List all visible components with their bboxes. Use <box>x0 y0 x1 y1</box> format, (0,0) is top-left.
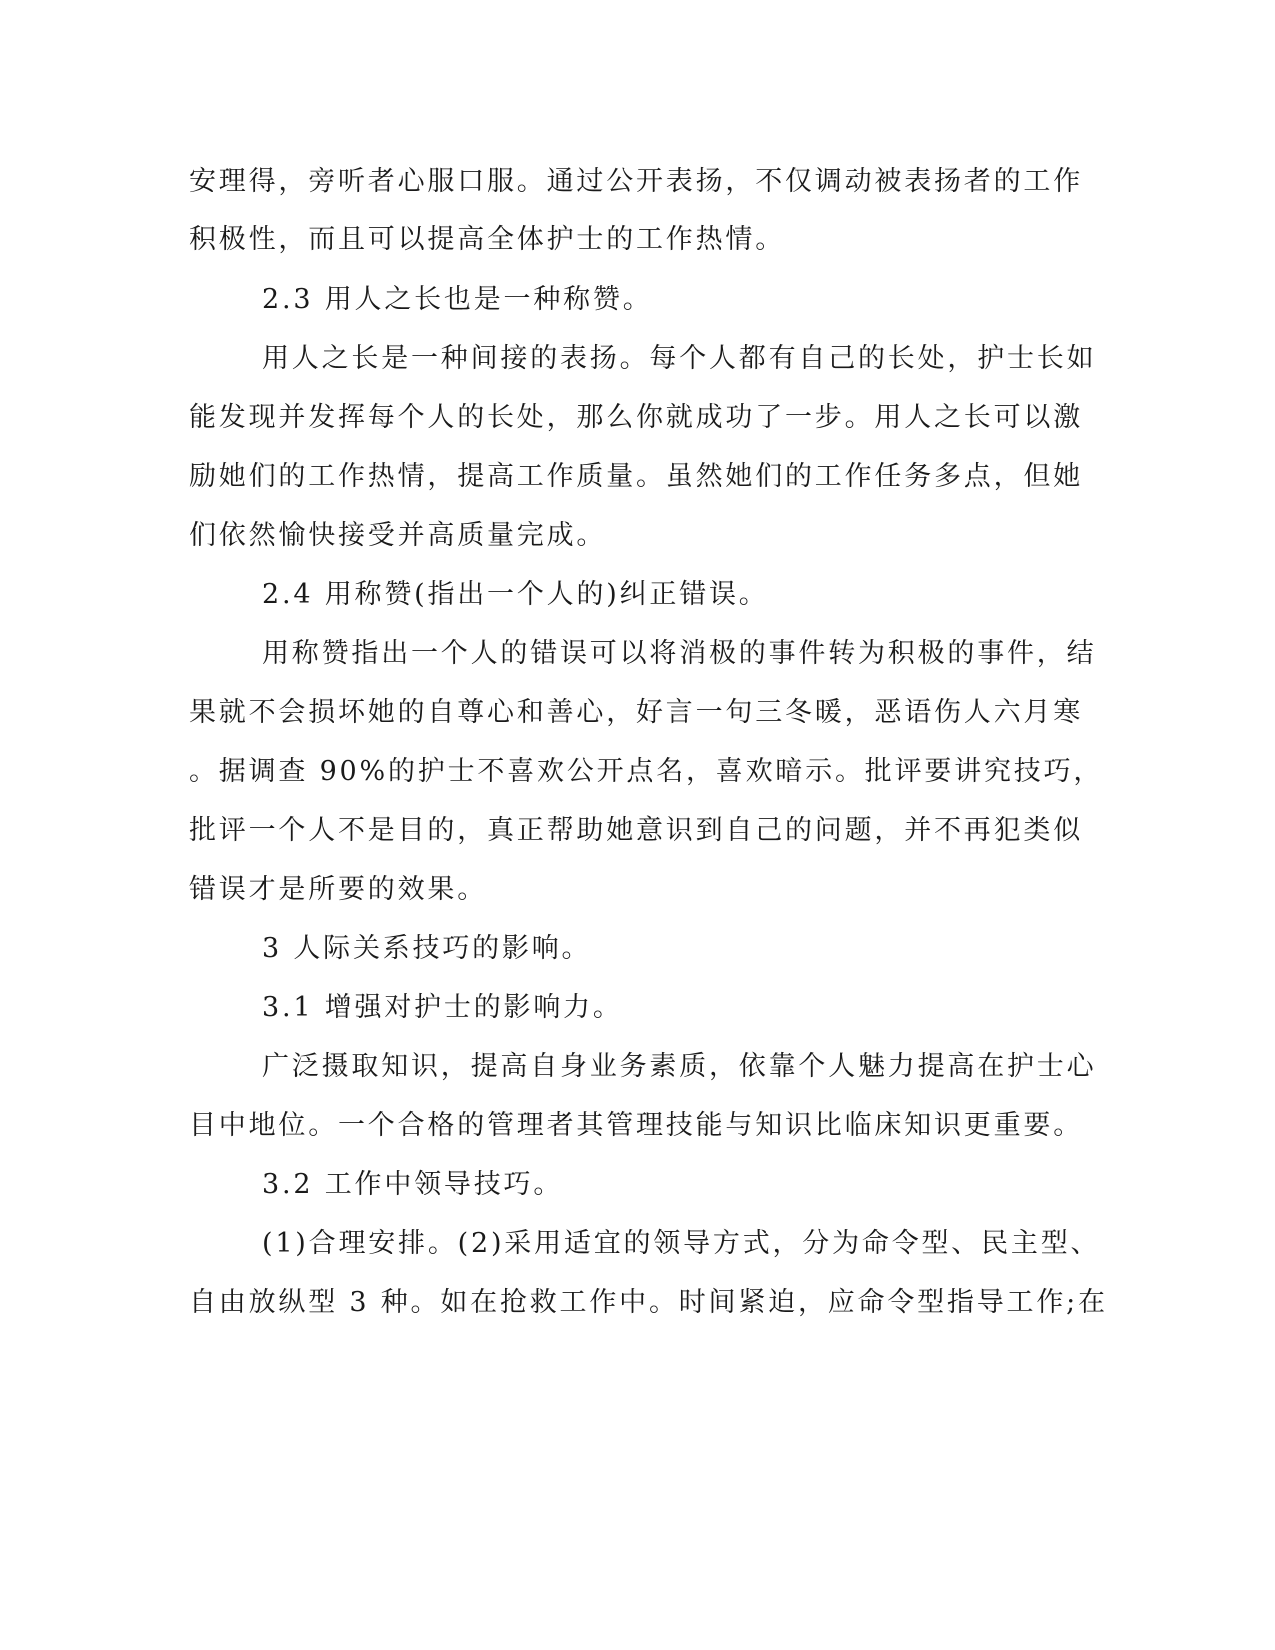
body-text-line: 积极性，而且可以提高全体护士的工作热情。 <box>189 224 785 255</box>
section-heading: 2.4 用称赞(指出一个人的)纠正错误。 <box>262 579 769 610</box>
body-text-line: 励她们的工作热情，提高工作质量。虽然她们的工作任务多点，但她 <box>189 461 1083 492</box>
body-text-line: 用人之长是一种间接的表扬。每个人都有自己的长处，护士长如 <box>262 343 1097 374</box>
body-text-line: 目中地位。一个合格的管理者其管理技能与知识比临床知识更重要。 <box>189 1110 1083 1141</box>
section-heading: 3.1 增强对护士的影响力。 <box>262 992 623 1023</box>
body-text-line: 广泛摄取知识，提高自身业务素质，依靠个人魅力提高在护士心 <box>262 1051 1097 1082</box>
body-text-line: 能发现并发挥每个人的长处，那么你就成功了一步。用人之长可以激 <box>189 402 1083 433</box>
body-text-line: 们依然愉快接受并高质量完成。 <box>189 520 607 551</box>
body-text-line: 错误才是所要的效果。 <box>189 874 487 905</box>
body-text-line: (1)合理安排。(2)采用适宜的领导方式，分为命令型、民主型、 <box>262 1228 1101 1259</box>
body-text-line: 。据调查 90%的护士不喜欢公开点名，喜欢暗示。批评要讲究技巧， <box>189 756 1104 787</box>
section-heading: 3 人际关系技巧的影响。 <box>262 933 592 964</box>
body-text-line: 用称赞指出一个人的错误可以将消极的事件转为积极的事件，结 <box>262 638 1097 669</box>
body-text-line: 批评一个人不是目的，真正帮助她意识到自己的问题，并不再犯类似 <box>189 815 1083 846</box>
section-heading: 2.3 用人之长也是一种称赞。 <box>262 284 653 315</box>
body-text-line: 自由放纵型 3 种。如在抢救工作中。时间紧迫，应命令型指导工作;在 <box>189 1287 1108 1318</box>
body-text-line: 果就不会损坏她的自尊心和善心，好言一句三冬暖，恶语伤人六月寒 <box>189 697 1083 728</box>
section-heading: 3.2 工作中领导技巧。 <box>262 1169 564 1200</box>
body-text-line: 安理得，旁听者心服口服。通过公开表扬，不仅调动被表扬者的工作 <box>189 166 1083 197</box>
